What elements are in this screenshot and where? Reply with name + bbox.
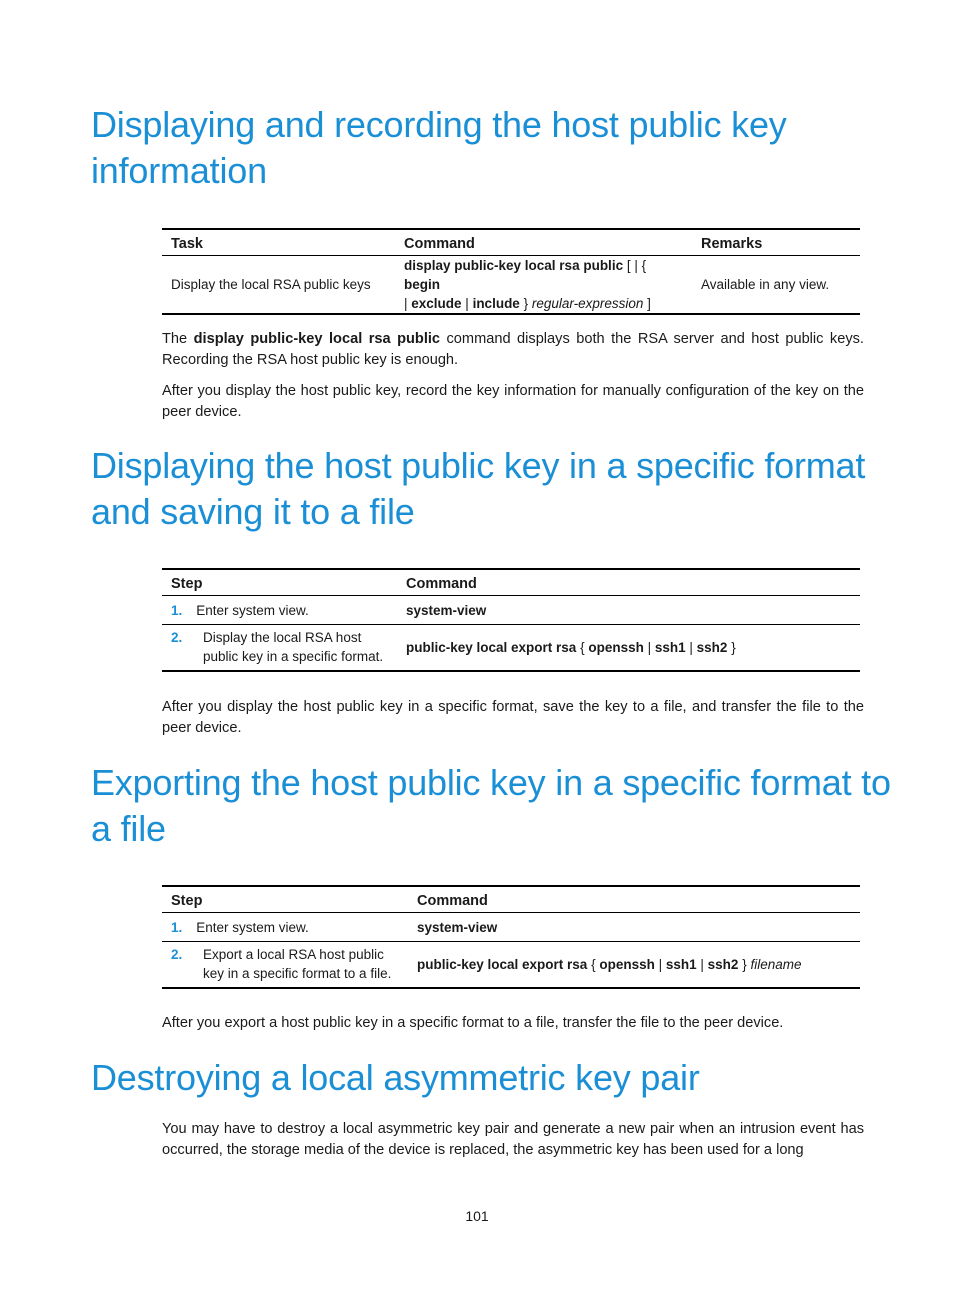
command-keyword: public-key local export rsa (406, 639, 577, 655)
command-cell (395, 256, 692, 315)
command-keyword: openssh (599, 956, 655, 972)
step-table (162, 568, 860, 672)
command-cell: system-view (408, 913, 860, 942)
section-heading-saving (91, 443, 865, 535)
command-keyword: ssh1 (665, 956, 697, 972)
column-header-step: Step (162, 569, 397, 596)
heading-line: Displaying and recording the host public key (91, 104, 787, 145)
command-keyword: ssh2 (696, 639, 728, 655)
command-keyword: include (472, 296, 520, 311)
heading-line: information (91, 150, 267, 191)
command-syntax: { (587, 956, 600, 972)
table-row (162, 913, 860, 942)
page-number: 101 (465, 1208, 489, 1224)
remarks-cell: Available in any view. (692, 256, 860, 315)
table-row (162, 942, 860, 988)
task-cell: Display the local RSA public keys (162, 256, 395, 315)
heading-line: Exporting the host public key in a specific format to (91, 762, 891, 803)
step-table (162, 885, 860, 989)
step-text (203, 945, 391, 983)
step-text: Enter system view. (196, 919, 309, 935)
command-syntax: | (685, 639, 697, 655)
section-heading-recording (91, 102, 787, 194)
heading-line: a file (91, 808, 166, 849)
command-keyword: display public-key local rsa public (404, 258, 624, 273)
body-paragraph: After you display the host public key, record the key information for manually configuration of the key on the peer device. (162, 383, 864, 420)
step-cell (162, 913, 408, 942)
step-text-line: Export a local RSA host public (203, 947, 384, 963)
step-cell (162, 625, 397, 671)
command-keyword: ssh2 (707, 956, 739, 972)
step-number: 1. (171, 919, 183, 935)
step-number: 1. (171, 602, 183, 618)
step-cell (162, 596, 397, 625)
step-text: Enter system view. (196, 602, 309, 618)
task-table (162, 228, 860, 315)
command-cell (397, 625, 860, 671)
command-syntax: | (404, 296, 412, 311)
command-syntax: } (727, 639, 736, 655)
column-header-command: Command (408, 886, 860, 913)
command-keyword: exclude (411, 296, 462, 311)
command-syntax: } (738, 956, 751, 972)
table-row (162, 596, 860, 625)
command-argument: filename (750, 956, 802, 972)
body-paragraph (162, 329, 864, 371)
column-header-step: Step (162, 886, 408, 913)
paragraph-text: command displays both the RSA server and host public keys. Recording the RSA host public key is enough. (162, 331, 864, 368)
step-cell (162, 942, 408, 988)
body-paragraph: After you export a host public key in a specific format to a file, transfer the file to the peer device. (162, 1015, 784, 1031)
table-row (162, 256, 860, 315)
command-keyword: begin (404, 277, 440, 292)
command-keyword: public-key local export rsa (417, 956, 588, 972)
command-syntax: [ | { (623, 258, 647, 273)
step-text (203, 628, 383, 666)
command-syntax: | (461, 296, 473, 311)
body-paragraph: After you display the host public key in a specific format, save the key to a file, and transfer the file to the peer device. (162, 699, 864, 736)
table-row (162, 625, 860, 671)
body-paragraph: You may have to destroy a local asymmetric key pair and generate a new pair when an intrusion event has occurred, the storage media of the device is replaced, the asymmetric key has been used for a long (162, 1121, 864, 1158)
table-header-row (162, 569, 860, 596)
command-keyword: ssh1 (654, 639, 686, 655)
paragraph-text: The (162, 331, 194, 347)
step-text-line: public key in a specific format. (203, 649, 384, 665)
column-header-remarks: Remarks (692, 229, 860, 256)
heading-line: and saving it to a file (91, 491, 415, 532)
column-header-task: Task (162, 229, 395, 256)
command-syntax: | (643, 639, 655, 655)
heading-line: Displaying the host public key in a specific format (91, 445, 866, 486)
section-heading-exporting (91, 760, 891, 852)
column-header-command: Command (395, 229, 692, 256)
section-heading-destroying (91, 1055, 700, 1101)
command-argument: regular-expression (531, 296, 644, 311)
heading-line: Destroying a local asymmetric key pair (91, 1057, 700, 1098)
column-header-command: Command (397, 569, 860, 596)
step-number: 2. (171, 947, 183, 963)
table-header-row (162, 229, 860, 256)
step-text-line: Display the local RSA host (203, 630, 362, 646)
step-number: 2. (171, 630, 183, 646)
command-syntax: | (696, 956, 708, 972)
command-syntax: ] (643, 296, 651, 311)
command-keyword: display public-key local rsa public (193, 331, 441, 347)
command-cell (408, 942, 860, 988)
command-syntax: | (654, 956, 666, 972)
command-syntax: { (576, 639, 589, 655)
step-text-line: key in a specific format to a file. (203, 966, 392, 982)
command-keyword: openssh (588, 639, 644, 655)
command-syntax: } (519, 296, 532, 311)
table-header-row (162, 886, 860, 913)
command-cell: system-view (397, 596, 860, 625)
